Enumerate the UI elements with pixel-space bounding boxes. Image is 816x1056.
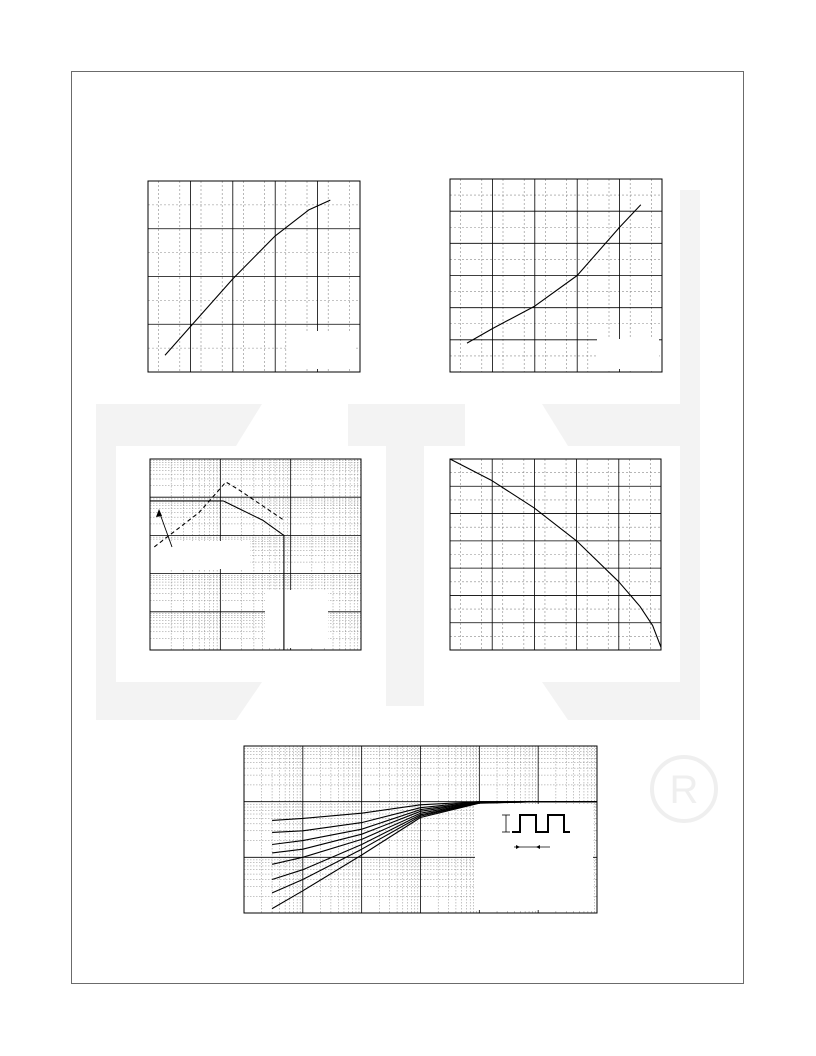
legend-area (288, 331, 356, 369)
chart-3 (150, 459, 361, 650)
annotation-arrowhead (156, 509, 162, 517)
chart-1 (148, 181, 360, 372)
annotation-area (475, 804, 593, 910)
annotation-area (150, 541, 250, 569)
chart-2 (450, 179, 662, 372)
svg-text:R: R (669, 768, 699, 812)
series-line-1 (467, 205, 641, 343)
annotation-area (265, 590, 328, 648)
chart-4 (450, 459, 661, 650)
legend-area (597, 339, 659, 369)
chart-5 (244, 746, 597, 913)
